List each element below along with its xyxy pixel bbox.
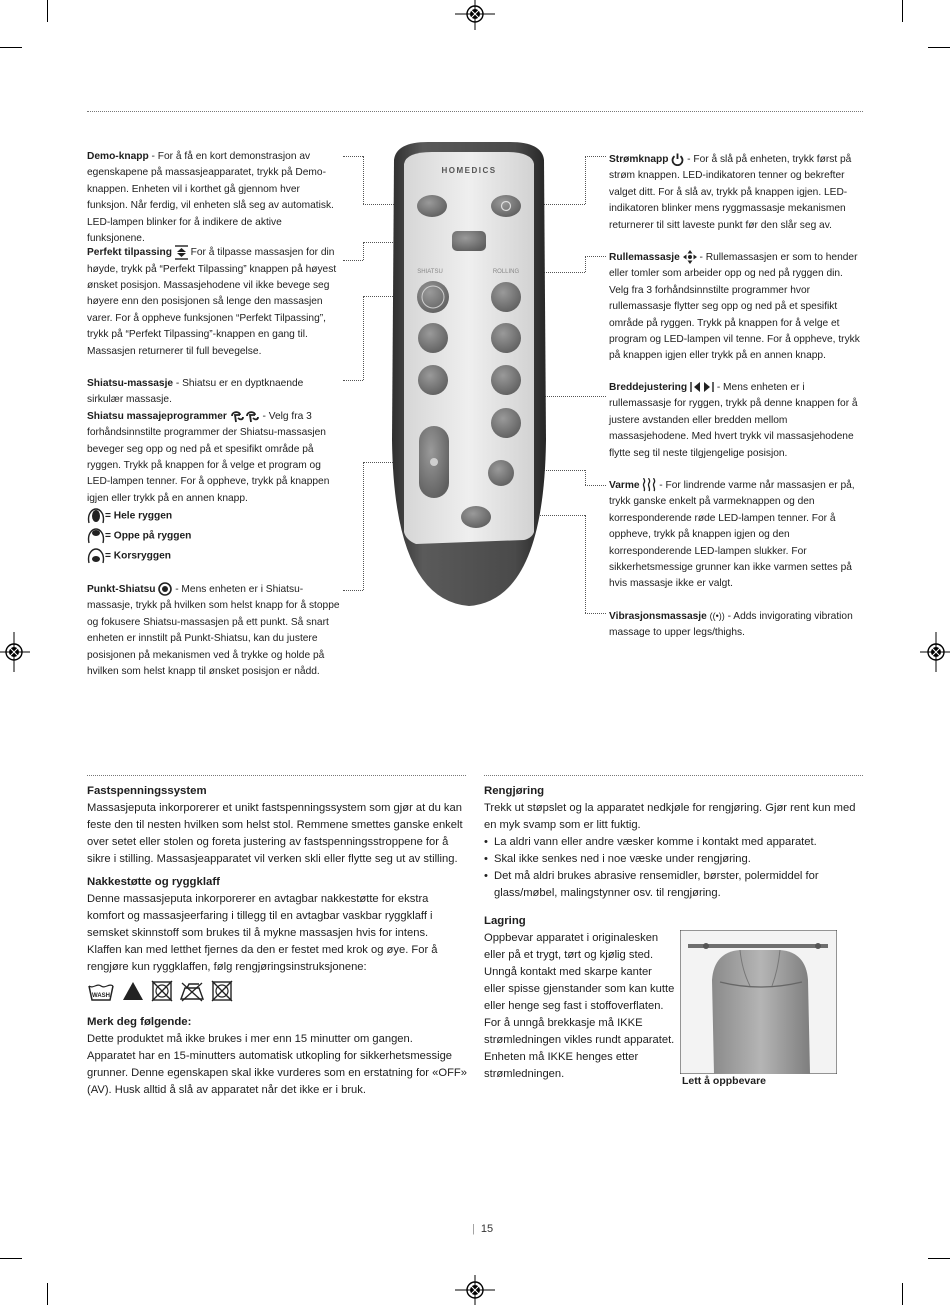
width-title: Breddejustering [609,382,688,393]
shiatsu-section [87,376,342,507]
lower-left-column [87,783,467,1099]
spot-shiatsu-text: - Mens enheten er i Shiatsu-massasje, trykk på hvilken som helst knapp for å stoppe og fokusere Shiatsu-massasjen på ett punkt. Så snart enheten er innstilt på Punkt-Shiatsu, kan du justere posisjonen på mekanismen ved å trykke og holde på hvilken som helst knapp til ønsket posisjon er nådd. [87,584,340,678]
neck-support-text: Denne massasjeputa inkorporerer en avtagbar nakkestøtte for ekstra komfort og massasjeerfaring i tillegg til en avtagbar vaskbar ryggklaff i semsket skinnstoff som brukes til å mykne massasjen hvis for intens. [87,893,433,939]
shiatsu-programs-title: Shiatsu massajeprogrammer [87,410,227,422]
spot-shiatsu-title: Punkt-Shiatsu [87,584,156,595]
storage-title: Lagring [484,915,526,927]
lower-right-divider [484,775,863,776]
notice-title: Merk deg følgende: [87,1016,192,1028]
neck-support-title: Nakkestøtte og ryggklaff [87,876,220,888]
shiatsu-program-icon [230,410,260,423]
full-back-icon [87,508,105,524]
spot-shiatsu-section [87,582,344,680]
storage-text: Oppbevar apparatet i originalesken eller på et trygt, tørt og kjølig sted. Unngå kontakt med skarpe kanter eller spisse gjenstander som kan kutte eller henge seg fast i stoffoverflaten. For å unngå brekkasje må IKKE strømledningen vikles rundt apparatet. Enheten må IKKE henges etter strømledningen. [484,932,675,1080]
vibration-title: Vibrasjonsmassasje [609,611,707,622]
top-divider [87,111,863,112]
power-icon [671,153,684,166]
perfect-fit-text: For å tilpasse massasjen for din høyde, trykk på “Perfekt Tilpassing” knappen på høyest ønsket posisjon. Massasjehodene vil ikke bevege seg høyere enn den posisjonen så lenge den massasjen varer. For å oppheve funksjonen “Perfekt Tilpassing”, trykk på “Perfekt Tilpassing”-knappen en gang til. Massasjen returnerer til full bevegelse. [87,247,337,357]
clamp-system-title: Fastspenningssystem [87,785,207,797]
list-item: • Det må aldri brukes abrasive rensemidler, børster, polermiddel for glass/møbel, malingstynner osv. til rengjøring. [484,868,864,902]
hand-wash-icon [87,980,115,1002]
legend-lower-back [87,548,342,568]
rolling-section [609,250,864,365]
remote-label-shiatsu: SHIATSU [417,269,443,275]
power-section [609,152,864,234]
rolling-icon [683,250,697,264]
no-tumble-dry-icon [151,980,173,1002]
cleaning-list [484,834,864,902]
svg-text:WASH: WASH [92,993,110,999]
flap-cleaning-text: Klaffen kan med letthet fjernes da den er festet med krok og øye. For å rengjøre kun ryggklaffen, følg rengjøringsinstruksjonene: [87,944,438,973]
page-number: | 15 [472,1223,494,1235]
width-section [609,380,864,462]
legend-upper-back-label: = Oppe på ryggen [105,530,192,542]
notice-text-2: Apparatet har en 15-minutters automatisk utkopling for sikkerhetsmessige grunner. Denne egenskapen skal ikke vurderes som en erstatning for «OFF» (AV). Husk alltid å slå av apparatet når det ikke er i bruk. [87,1050,467,1096]
shiatsu-programs-text: - Velg fra 3 forhåndsinnstilte programmer der Shiatsu-massasjen beveger seg opp og ned på et spesifikt område på ryggen. Trykk på knappen for å velge et program og LED-lampen tenner. For å oppheve, trykk på knappen igjen eller trykk på en annen knapp. [87,410,330,504]
demo-text: - For å få en kort demonstrasjon av egenskapene på massasjeapparatet, trykk på Demo-knappen. Enheten vil i korthet gå gjennom hver funksjon. Når ferdig, vil enheten slå seg av automatisk. LED-lampen blinker for å indikere de aktive funksjonene. [87,151,334,245]
lower-back-icon [87,548,105,564]
power-text: - For å slå på enheten, trykk først på strøm knappen. LED-indikatoren tenner og bekrefter valget ditt. For å slå av, trykk på knappen igjen. LED-indikatoren blinker mens ryggmassasje mekanismen returnerer til sitt laveste punkt før den slår seg av. [609,154,852,231]
cleaning-text: Trekk ut støpslet og la apparatet nedkjøle for rengjøring. Gjør rent kun med en myk svamp som er litt fuktig. [484,802,856,831]
lower-left-divider [87,775,466,776]
clamp-system-text: Massasjeputa inkorporerer et unikt fastspenningssystem som gjør at du kan feste den til nesten hvilken som helst stol. Remmene smettes ganske enkelt over setet eller stolen og foreta justering av fastspenningsstroppene for å sikre i stilling. Massasjeapparatet vil verken skli eller flytte seg ut av stilling. [87,802,463,865]
storage-photo [680,930,837,1074]
rolling-title: Rullemassasje [609,252,680,263]
legend-lower-back-label: = Korsryggen [105,550,171,562]
notice-text-1: Dette produktet må ikke brukes i mer enn 15 minutter om gangen. [87,1033,413,1045]
heat-icon [642,478,656,492]
shiatsu-title: Shiatsu-massasje [87,378,174,389]
registration-mark-bottom [455,1275,495,1305]
storage-section [484,913,676,1083]
legend-full-back-label: = Hele ryggen [105,510,173,522]
cleaning-title: Rengjøring [484,785,545,797]
heat-title: Varme [609,480,640,491]
remote-label-rolling: ROLLING [492,269,520,275]
list-item: • Skal ikke senkes ned i noe væske under rengjøring. [484,851,864,868]
registration-mark-right [920,632,950,672]
no-iron-icon [179,980,205,1002]
care-icons [87,976,467,1010]
width-text: - Mens enheten er i rullemassasje for ryggen, trykk på denne knappen for å justere avstanden eller bredden mellom massasjehodene. Med hvert trykk vil massasjehodene flytte seg til neste tilgjengelige posisjon. [609,382,858,459]
vibration-section [609,608,864,642]
upper-back-icon [87,528,105,544]
storage-photo-caption: Lett å oppbevare [682,1075,767,1087]
demo-section [87,149,342,247]
vibration-icon: ((•)) [709,611,725,621]
perfect-fit-section [87,245,342,360]
perfect-fit-title: Perfekt tilpassing [87,247,172,259]
width-adjust-icon [690,381,714,393]
legend-upper-back [87,528,342,548]
vibration-text: - Adds invigorating vibration massage to upper legs/thighs. [609,611,853,639]
remote-control-image [388,140,550,610]
registration-mark-left [0,632,30,672]
lower-right-column [484,783,864,902]
spot-shiatsu-icon [158,582,172,596]
zone-legend [87,508,342,568]
perfect-fit-icon [175,245,188,260]
heat-section [609,478,864,593]
remote-brand: HOMEDICS [441,166,497,175]
demo-title: Demo-knapp [87,151,149,162]
list-item: • La aldri vann eller andre væsker komme i kontakt med apparatet. [484,834,864,851]
no-dry-clean-icon [211,980,233,1002]
shiatsu-text: - Shiatsu er en dyptknaende sirkulær massasje. [87,378,304,406]
power-title: Strømknapp [609,154,669,165]
registration-mark-top [455,0,495,30]
legend-full-back [87,508,342,528]
no-bleach-icon [121,980,145,1002]
heat-text: - For lindrende varme når massasjen er på, trykk ganske enkelt på varmeknappen og den korresponderende røde LED-lampen tenner. For å oppheve, trykk på knappen igjen og den korresponderende LED-lampen slukker. For sikkerhetsmessige grunner kan ikke varmen settes på hvis massasje ikke er valgt. [609,480,855,590]
rolling-text: - Rullemassasjen er som to hender eller tomler som arbeider opp og ned på ryggen din. Velg fra 3 forhåndsinnstilte programmer hvor rullemassasje flytter seg opp og ned på et spesifikt område på ryggen. Trykk på knappen for å velge et program og LED-lampen vil tenne. For å oppheve, trykk på knappen igjen eller trykk på en annen knapp. [609,252,860,362]
